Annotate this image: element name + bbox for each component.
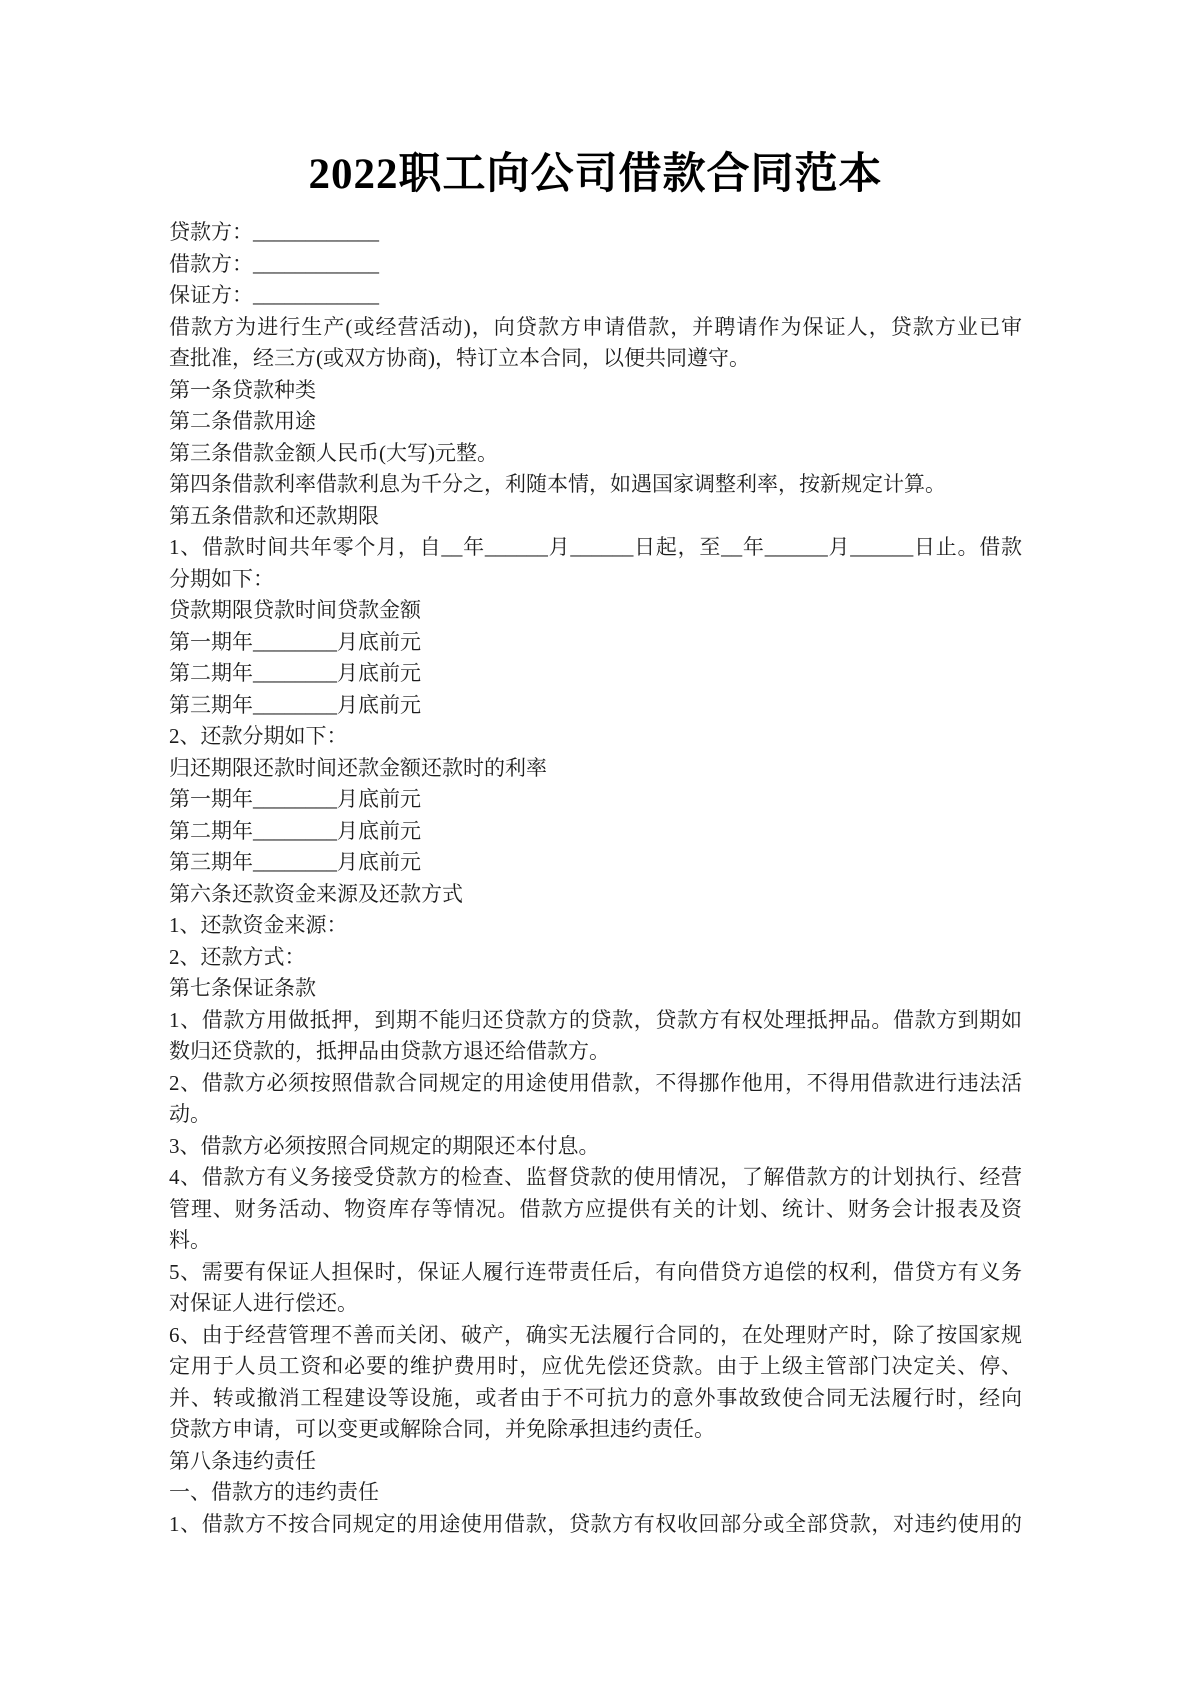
document-line: 数归还贷款的，抵押品由贷款方退还给借款方。	[169, 1039, 610, 1063]
document-line: 保证方：____________	[169, 283, 379, 307]
document-line: 第一条贷款种类	[169, 377, 316, 402]
document-line: 5、需要有保证人担保时，保证人履行连带责任后，有向借贷方追偿的权利，借贷方有义务	[169, 1259, 1022, 1284]
document-line: 贷款期限贷款时间贷款金额	[169, 598, 421, 622]
document-line: 分期如下：	[169, 566, 274, 591]
document-line: 第三条借款金额人民币(大写)元整。	[169, 440, 498, 465]
document-line: 贷款方申请，可以变更或解除合同，并免除承担违约责任。	[169, 1417, 715, 1441]
document-line: 一、借款方的违约责任	[169, 1480, 379, 1504]
document-title: 2022职工向公司借款合同范本	[308, 151, 883, 198]
document-line: 6、由于经营管理不善而关闭、破产，确实无法履行合同的，在处理财产时，除了按国家规	[169, 1322, 1022, 1347]
document-line: 归还期限还款时间还款金额还款时的利率	[169, 755, 547, 780]
document-line: 1、借款时间共年零个月，自__年______月______日起，至__年______月______日止。借款	[169, 535, 1022, 559]
document-line: 对保证人进行偿还。	[169, 1291, 358, 1315]
document-line: 2、借款方必须按照借款合同规定的用途使用借款，不得挪作他用，不得用借款进行违法活	[169, 1070, 1022, 1095]
document-line: 1、还款资金来源：	[169, 913, 348, 937]
document-line: 借款方：____________	[169, 251, 379, 276]
document-line: 并、转或撤消工程建设等设施，或者由于不可抗力的意外事故致使合同无法履行时，经向	[169, 1385, 1022, 1410]
document-line: 第五条借款和还款期限	[169, 503, 379, 528]
document-line: 第二期年________月底前元	[169, 818, 421, 843]
document-line: 查批准，经三方(或双方协商)，特订立本合同，以便共同遵守。	[169, 346, 750, 370]
document-line: 3、借款方必须按照合同规定的期限还本付息。	[169, 1133, 600, 1158]
document-line: 第四条借款利率借款利息为千分之，利随本情，如遇国家调整利率，按新规定计算。	[169, 472, 946, 496]
document-line: 管理、财务活动、物资库存等情况。借款方应提供有关的计划、统计、财务会计报表及资	[169, 1196, 1022, 1221]
document-line: 定用于人员工资和必要的维护费用时，应优先偿还贷款。由于上级主管部门决定关、停、	[169, 1354, 1022, 1378]
document-body	[169, 217, 1022, 1540]
document-line: 贷款方：____________	[169, 220, 379, 244]
document-line: 第二期年________月底前元	[169, 661, 421, 685]
document-line: 2、还款分期如下：	[169, 724, 348, 748]
document-line: 1、借款方用做抵押，到期不能归还贷款方的贷款，贷款方有权处理抵押品。借款方到期如	[169, 1007, 1022, 1032]
document-line: 第三期年________月底前元	[169, 850, 421, 874]
document-line: 第二条借款用途	[169, 409, 316, 433]
document-line: 第三期年________月底前元	[169, 692, 421, 717]
document-line: 4、借款方有义务接受贷款方的检查、监督贷款的使用情况，了解借款方的计划执行、经营	[169, 1165, 1022, 1189]
document-line: 借款方为进行生产(或经营活动)，向贷款方申请借款，并聘请作为保证人，贷款方业已审	[169, 314, 1022, 339]
document-line: 1、借款方不按合同规定的用途使用借款，贷款方有权收回部分或全部贷款，对违约使用的	[169, 1511, 1022, 1536]
document-line: 第八条违约责任	[169, 1448, 316, 1473]
document-line: 料。	[169, 1228, 211, 1252]
document-line: 第六条还款资金来源及还款方式	[169, 881, 463, 906]
document-line: 第一期年________月底前元	[169, 787, 421, 811]
document-line: 第七条保证条款	[169, 976, 316, 1000]
document-line: 动。	[169, 1102, 211, 1126]
document-line: 2、还款方式：	[169, 944, 306, 969]
document-line: 第一期年________月底前元	[169, 629, 421, 654]
